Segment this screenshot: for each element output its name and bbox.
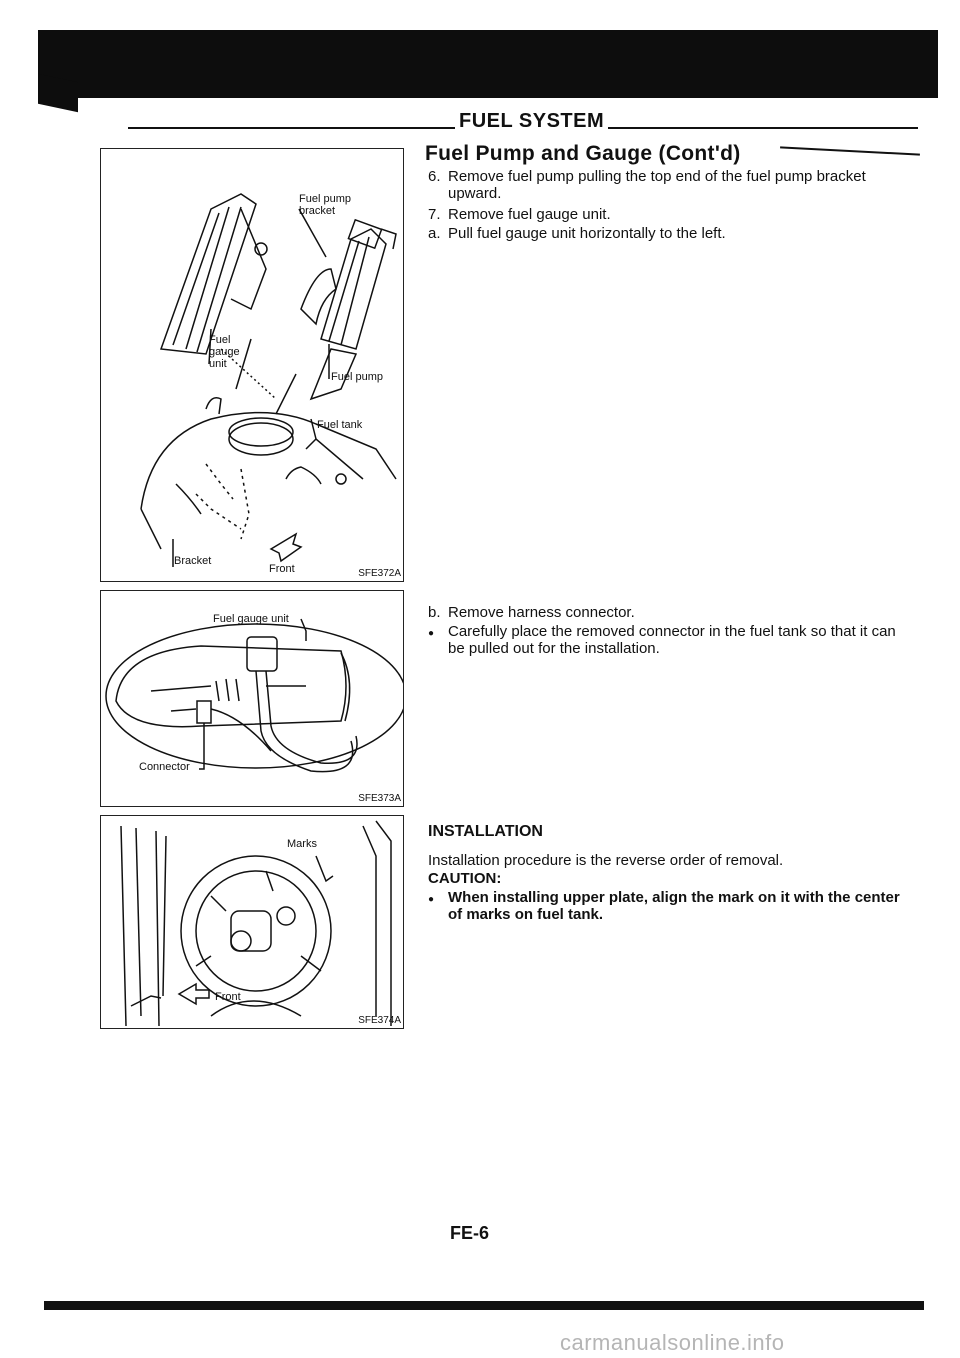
step-number: b. [428,604,441,621]
caution-bullet [428,889,908,923]
bullet-connector-note [428,623,908,657]
label-fuel-tank: Fuel tank [317,419,363,431]
step-7 [428,206,908,223]
label-marks: Marks [287,838,317,850]
step-number: 7. [428,206,441,223]
label-connector: Connector [139,761,190,773]
installation-text: Installation procedure is the reverse order of removal. [428,852,784,869]
bullet-icon [428,889,448,908]
caution-label: CAUTION: [428,870,502,887]
installation-heading: INSTALLATION [428,823,543,840]
figure-harness-connector [100,590,404,807]
figure-code: SFE374A [358,1015,401,1026]
watermark: carmanualsonline.info [560,1330,785,1355]
section-title: FUEL SYSTEM [455,110,608,133]
bullet-text: Carefully place the removed connector in the fuel tank so that it can be pulled out for the installation. [448,623,896,657]
caution-text: When installing upper plate, align the mark on it with the center of marks on fuel tank. [448,889,900,923]
figure-upper-plate-marks [100,815,404,1029]
step-text: Remove fuel gauge unit. [448,206,611,223]
step-number: 6. [428,168,441,185]
step-text: Pull fuel gauge unit horizontally to the left. [448,225,726,242]
step-7a [428,225,908,242]
title-rule [780,146,920,155]
label-fuel-pump-bracket: Fuel pump bracket [299,193,351,217]
step-text: Remove fuel pump pulling the top end of the fuel pump bracket upward. [448,168,866,202]
step-text: Remove harness connector. [448,604,635,621]
upper-plate-illustration [101,816,403,1028]
label-front: Front [269,563,295,575]
step-number: a. [428,225,441,242]
page-title: Fuel Pump and Gauge (Cont'd) [425,142,741,165]
label-bracket: Bracket [174,555,212,567]
label-fuel-pump: Fuel pump [331,371,383,383]
bullet-icon [428,623,448,642]
label-front: Front [215,991,241,1003]
label-fuel-gauge-unit: Fuel gauge unit [213,613,289,625]
footer-bar [44,1301,924,1310]
step-7b [428,604,908,621]
page-number: FE-6 [450,1223,490,1243]
figure-code: SFE373A [358,793,401,804]
figure-code: SFE372A [358,568,401,579]
label-fuel-gauge-unit: Fuel gauge unit [209,334,240,370]
figure-fuel-pump-removal [100,148,404,582]
header-bar [38,30,938,98]
step-6 [428,168,908,202]
